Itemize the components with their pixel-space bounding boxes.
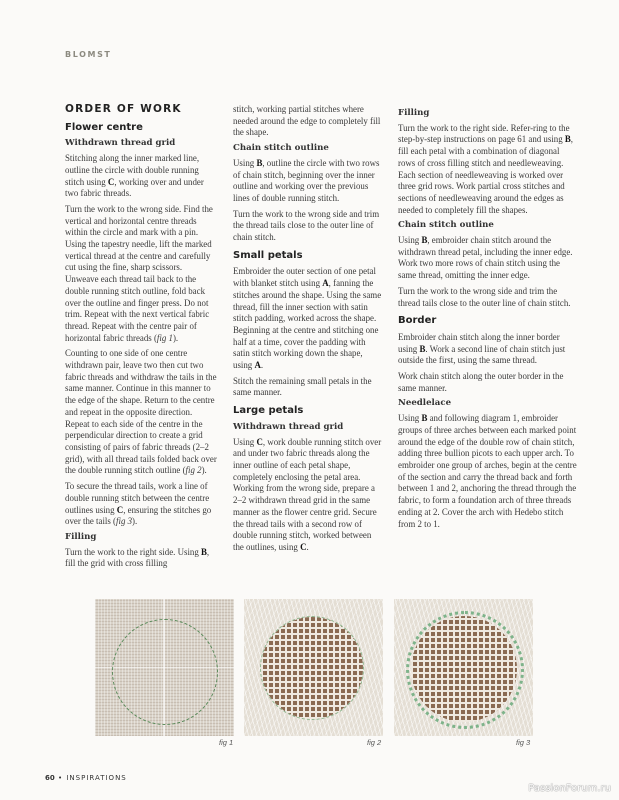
double-running-stitch-outline bbox=[406, 611, 524, 729]
figure-3-caption: fig 3 bbox=[516, 738, 531, 747]
body-paragraph bbox=[398, 332, 578, 367]
text-column-1 bbox=[65, 104, 217, 574]
thread-reference: B bbox=[421, 235, 428, 246]
text-run: , embroider chain stitch around the withdrawn thread petal, including the inner edge. Work two more rows of chain stitch using the same thread, omitting the inner edge. bbox=[398, 235, 573, 281]
magazine-name: INSPIRATIONS bbox=[66, 774, 127, 782]
section-heading: Border bbox=[398, 315, 437, 327]
subsection-heading: Withdrawn thread grid bbox=[65, 138, 176, 149]
watermark: PassionForum.ru bbox=[528, 783, 611, 794]
thread-reference: C bbox=[300, 541, 307, 552]
body-paragraph bbox=[398, 286, 578, 309]
running-stitch-outline bbox=[112, 619, 218, 725]
text-run: Embroider the outer section of one petal with blanket stitch using bbox=[233, 266, 376, 289]
body-paragraph bbox=[233, 158, 383, 205]
figure-1-caption: fig 1 bbox=[219, 738, 234, 747]
thread-reference: B bbox=[421, 413, 428, 424]
text-run: ). bbox=[201, 465, 207, 476]
text-run: Using bbox=[398, 235, 422, 246]
body-paragraph bbox=[233, 376, 383, 399]
thread-reference: C bbox=[256, 436, 263, 447]
running-stitch-outline bbox=[260, 616, 364, 720]
text-run: , work double running stitch over and under two fabric threads along the inner outline of each petal shape, completely enclosing the petal area. Working from the wrong side, prepare a 2–2 withdrawn thread grid in the same manner as the flower centre grid. Secure the thread tails with a second row of double running stitch, worked between the outlines, using bbox=[233, 436, 382, 552]
main-heading: ORDER OF WORK bbox=[65, 103, 182, 115]
thread-reference: C bbox=[107, 176, 115, 187]
body-paragraph bbox=[398, 235, 578, 282]
figure-2-caption: fig 2 bbox=[367, 738, 382, 747]
body-paragraph bbox=[65, 153, 217, 200]
body-paragraph bbox=[65, 204, 217, 344]
text-run: Turn the work to the right side. Refer-ring to the step-by-step instructions on page 61 and using bbox=[398, 122, 570, 145]
text-run: . bbox=[306, 541, 309, 552]
body-paragraph bbox=[233, 209, 383, 244]
text-run: . bbox=[260, 360, 264, 371]
figure-3-photo bbox=[394, 599, 533, 736]
text-run: Turn the work to the wrong side and trim the thread tails close to the outer line of chain stitch. bbox=[233, 208, 380, 243]
text-run: Stitch the remaining small petals in the same manner. bbox=[233, 375, 372, 398]
thread-reference: B bbox=[564, 134, 571, 145]
text-run: , fill the grid with cross filling bbox=[65, 546, 210, 569]
figure-2-photo bbox=[244, 599, 383, 736]
text-run: Turn the work to the right side. Using bbox=[65, 546, 201, 557]
figure-1-photo bbox=[95, 599, 234, 736]
text-run: Using bbox=[398, 413, 422, 424]
text-column-2 bbox=[233, 104, 383, 558]
body-paragraph bbox=[398, 413, 578, 530]
thread-reference: A bbox=[254, 360, 261, 371]
body-paragraph bbox=[233, 104, 383, 139]
figure-reference: fig 2 bbox=[185, 465, 202, 476]
body-paragraph bbox=[65, 547, 217, 570]
body-paragraph bbox=[398, 123, 578, 217]
thread-reference: C bbox=[116, 504, 124, 515]
subsection-heading: Filling bbox=[65, 531, 97, 542]
page-number: 60 bbox=[45, 774, 55, 782]
text-run: , fanning the stitches around the shape. Using the same thread, fill the inner section with satin stitch padding, worked across the shape. Beginning at the centre and stitching one half at a time, cover the padding with satin stitch working down the shape, using bbox=[233, 278, 382, 371]
footer-separator: • bbox=[57, 774, 64, 782]
subsection-heading: Needlelace bbox=[398, 398, 452, 409]
thread-reference: B bbox=[419, 343, 426, 354]
thread-reference: A bbox=[322, 278, 329, 289]
section-tag: BLOMST bbox=[65, 50, 112, 59]
text-run: Work chain stitch along the outer border in the same manner. bbox=[398, 371, 564, 393]
subsection-heading: Chain stitch outline bbox=[398, 220, 494, 231]
section-heading: Large petals bbox=[233, 405, 304, 417]
text-run: Embroider chain stitch along the inner border using bbox=[398, 331, 560, 354]
body-paragraph bbox=[65, 348, 217, 477]
figure-reference: fig 1 bbox=[156, 332, 173, 343]
text-run: Turn the work to the wrong side. Find the vertical and horizontal centre threads within the circle and mark with a pin. Using the tapestry needle, lift the marked vertical thread at the centre and carefully cut using the fine, sharp scissors. Unweave each thread tail back to the double running stitch outline, fold back over the outline and finger press. Do not trim. Repeat with the next vertical fabric thread. Repeat with the centre pair of horizontal fabric threads ( bbox=[65, 203, 213, 343]
page-footer bbox=[45, 774, 127, 782]
body-paragraph bbox=[233, 266, 383, 371]
text-run: ). bbox=[172, 332, 179, 343]
text-run: stitch, working partial stitches where needed around the edge to completely fill the shape. bbox=[233, 104, 381, 138]
body-paragraph bbox=[398, 371, 578, 394]
section-heading: Small petals bbox=[233, 249, 303, 261]
text-run: Using bbox=[233, 436, 257, 447]
subsection-heading: Withdrawn thread grid bbox=[233, 421, 344, 432]
text-run: , working over and under two fabric threads. bbox=[65, 176, 204, 199]
thread-reference: B bbox=[256, 157, 263, 168]
body-paragraph bbox=[233, 437, 383, 554]
subsection-heading: Filling bbox=[398, 108, 430, 118]
text-run: and following diagram 1, embroider groups of three arches between each marked point around the edge of the double row of chain stitch, adding three bullion picots to each upper arch. To embroider one group of arches, begin at the centre of the section and carry the thread back and forth between 1 and 2, anchoring the thread through the fabric, to form a foundation arch of three threads ending at 2. Cover the arch with Hedebo stitch from 2 to 1. bbox=[398, 413, 577, 529]
text-run: Turn the work to the wrong side and trim the thread tails close to the outer line of chain stitch. bbox=[398, 285, 571, 308]
text-run: ). bbox=[132, 516, 138, 527]
text-run: Using bbox=[233, 157, 257, 168]
text-run: , fill each petal with a combination of diagonal rows of cross filling stitch and needleweaving. Each section of needleweaving is worked over three grid rows. Work partial cross stitches and sections of needleweaving around the edges as needed to completely fill the shapes. bbox=[398, 134, 574, 215]
text-run: , outline the circle with two rows of chain stitch, beginning over the inner outline and working over the previous lines of double running stitch. bbox=[233, 157, 380, 203]
text-run: . Work a second line of chain stitch just outside the first, using the same thread. bbox=[398, 343, 566, 366]
figure-reference: fig 3 bbox=[116, 516, 133, 527]
body-paragraph bbox=[65, 481, 217, 528]
text-run: To secure the thread tails, work a line of double running stitch between the centre outlines using bbox=[65, 481, 210, 515]
text-run: Stitching along the inner marked line, outline the circle with double running stitch using bbox=[65, 153, 200, 187]
subsection-heading: Chain stitch outline bbox=[233, 143, 329, 154]
text-run: Counting to one side of one centre withdrawn pair, leave two then cut two fabric threads and withdraw the tails in the same manner. Continue in this manner to the edge of the shape. Return to the centre and repeat in the opposite direction. Repeat to each side of the centre in the perpendicular direction to create a grid consisting of pairs of fabric threads (2–2 grid), with all thread tails folded back over the double running stitch outline ( bbox=[65, 348, 217, 476]
text-column-3 bbox=[398, 104, 578, 534]
section-heading: Flower centre bbox=[65, 121, 143, 133]
thread-reference: B bbox=[201, 546, 207, 557]
text-run: , ensuring the stitches go over the tails ( bbox=[65, 504, 212, 527]
